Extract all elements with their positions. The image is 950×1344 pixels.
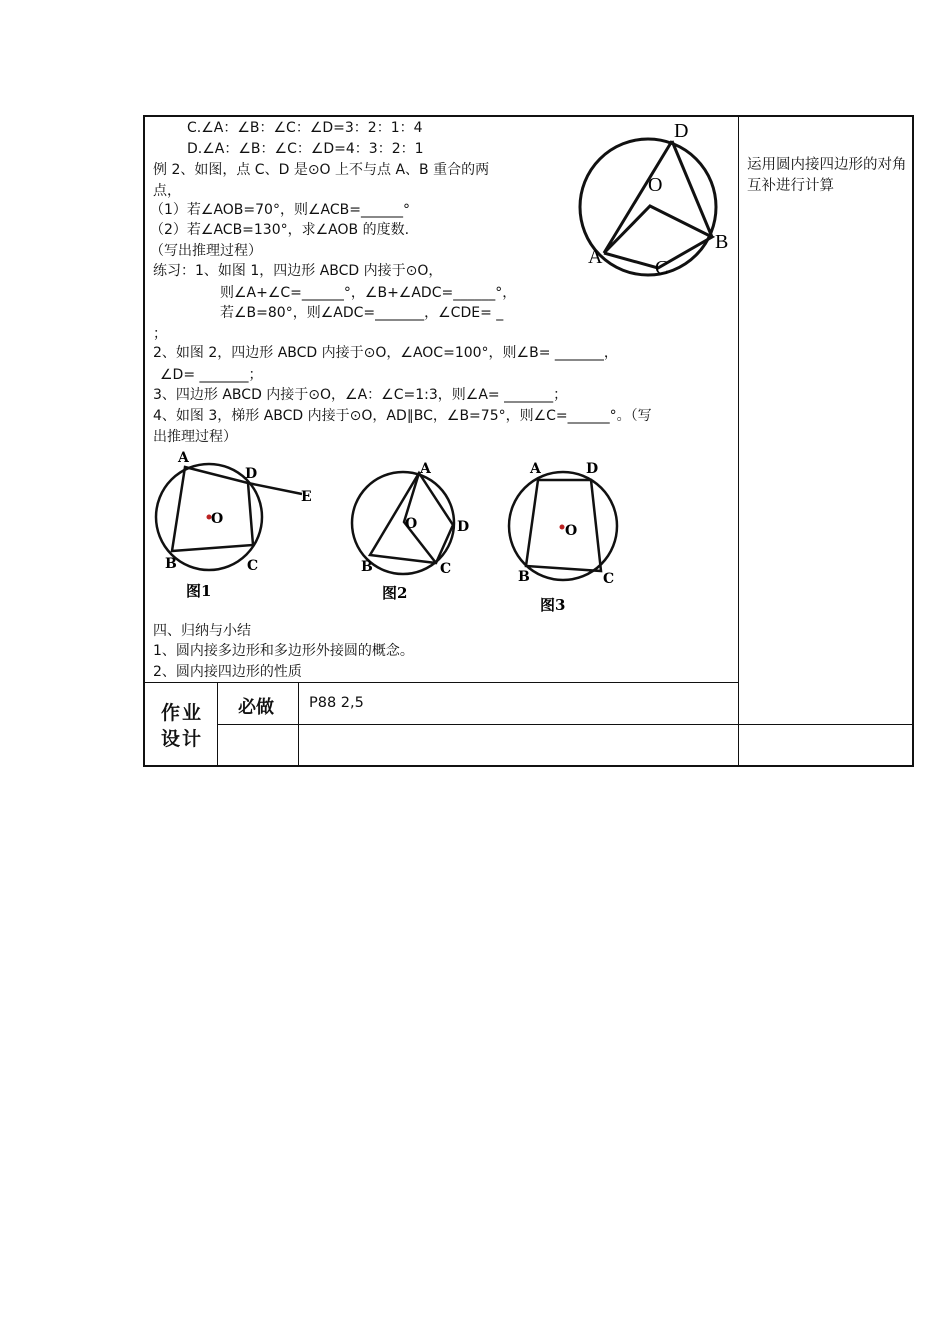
- exercise-2-line2: ∠D= _______；: [160, 367, 263, 383]
- summary-item-1: 1、圆内接多边形和多边形外接圆的概念。: [153, 643, 414, 659]
- fig1-label-c: C: [247, 558, 259, 574]
- fig2-label-o: O: [405, 516, 418, 532]
- fig3-label-a: A: [530, 461, 541, 477]
- fig1-caption: 图1: [186, 582, 212, 600]
- example-figure: [560, 115, 740, 280]
- fig3-label-c: C: [603, 571, 615, 587]
- fig2-label-b: B: [361, 559, 373, 575]
- homework-title-line2: 设计: [160, 728, 203, 750]
- example-label-b: B: [715, 231, 729, 253]
- example-2-q2: （2）若∠ACB=130°，求∠AOB 的度数.: [150, 222, 410, 238]
- fig3-label-d: D: [586, 461, 599, 477]
- fig2-label-c: C: [440, 561, 452, 577]
- table-divider-hw-label: [298, 682, 299, 767]
- example-2-line2: 点，: [153, 183, 181, 199]
- fig2-label-d: D: [457, 519, 470, 535]
- exercise-1-line1: 练习：1、如图 1，四边形 ABCD 内接于⊙O，: [153, 263, 443, 279]
- exercise-3: 3、四边形 ABCD 内接于⊙O，∠A：∠C=1:3，则∠A= _______；: [153, 387, 568, 403]
- exercise-2-line1: 2、如图 2，四边形 ABCD 内接于⊙O，∠AOC=100°，则∠B= _______，: [153, 345, 618, 361]
- homework-required-label: 必做: [238, 697, 274, 718]
- fig1-label-o: O: [211, 511, 224, 527]
- table-divider-hw-title: [217, 682, 218, 767]
- summary-heading: 四、归纳与小结: [153, 623, 251, 639]
- fig3-center: [560, 525, 565, 530]
- homework-title: [152, 700, 212, 752]
- fig1-label-b: B: [165, 556, 177, 572]
- fig1-quadrilateral: [172, 467, 253, 551]
- exercise-1-line3: 若∠B=80°，则∠ADC=_______，∠CDE= _: [220, 305, 504, 321]
- exercise-4-line2: 出推理过程）: [153, 429, 237, 445]
- fig2-caption: 图2: [382, 584, 408, 602]
- fig2-label-a: A: [420, 461, 431, 477]
- example-label-c: C: [655, 257, 669, 279]
- figure-1: [150, 450, 330, 605]
- exercise-1-line2: 则∠A+∠C=______°，∠B+∠ADC=______°，: [220, 285, 517, 301]
- example-2-line1: 例 2、如图，点 C、D 是⊙O 上不与点 A、B 重合的两: [153, 162, 490, 178]
- fig1-label-a: A: [178, 450, 189, 466]
- option-d: D.∠A：∠B：∠C：∠D=4：3：2：1: [187, 141, 424, 157]
- example-label-d: D: [674, 120, 689, 142]
- table-divider-homework: [143, 682, 739, 683]
- option-c: C.∠A：∠B：∠C：∠D=3：2：1：4: [187, 120, 423, 136]
- homework-title-line1: 作业: [160, 702, 203, 724]
- fig3-label-b: B: [518, 569, 530, 585]
- figure-2: [345, 455, 485, 610]
- table-divider-homework-row: [217, 724, 914, 725]
- exercise-4-line1: 4、如图 3，梯形 ABCD 内接于⊙O，AD∥BC，∠B=75°，则∠C=______°。（写: [153, 408, 652, 424]
- example-label-o: O: [648, 174, 663, 196]
- homework-required-value: P88 2,5: [309, 695, 364, 711]
- fig1-label-d: D: [245, 466, 258, 482]
- example-2-q1: （1）若∠AOB=70°，则∠ACB=______°: [150, 202, 410, 218]
- fig3-label-o: O: [565, 523, 578, 539]
- exercise-1-line4: ；: [153, 326, 167, 342]
- fig3-caption: 图3: [540, 596, 566, 614]
- example-2-note: （写出推理过程）: [150, 243, 262, 259]
- figure-3: [500, 455, 640, 615]
- side-note: 运用圆内接四边形的对角互补进行计算: [747, 157, 907, 194]
- fig1-label-e: E: [301, 489, 312, 505]
- summary-item-2: 2、圆内接四边形的性质: [153, 664, 302, 680]
- example-label-a: A: [588, 246, 603, 268]
